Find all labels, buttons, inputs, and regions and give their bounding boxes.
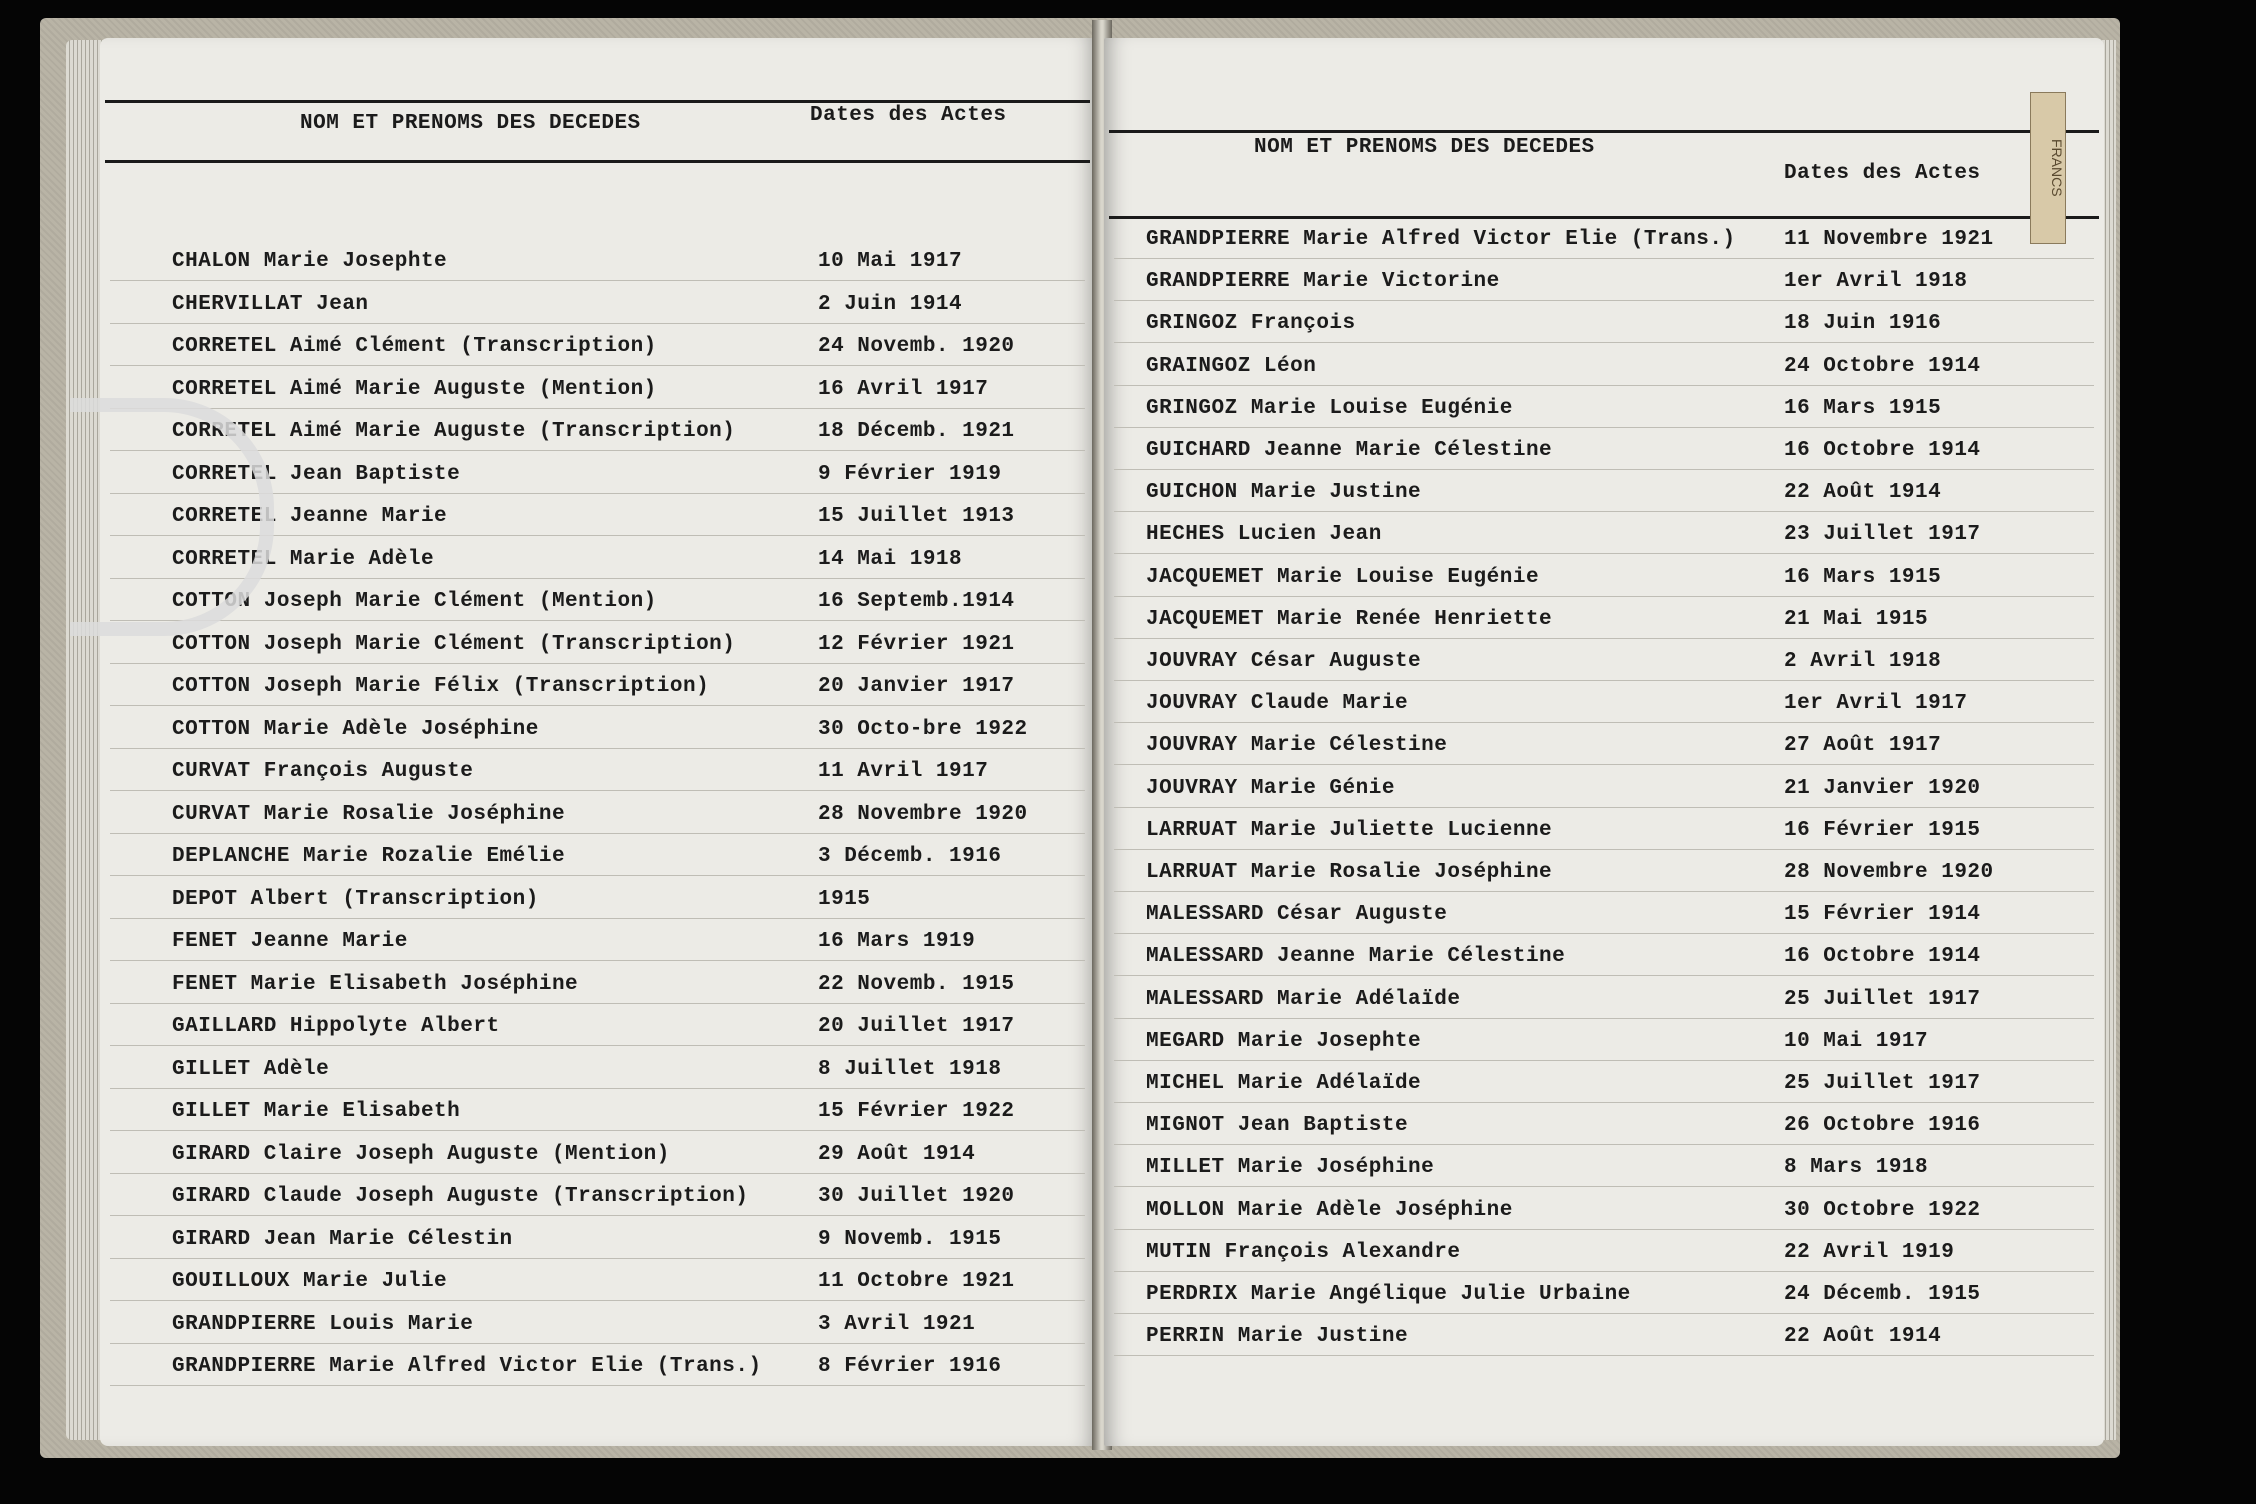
act-date: 25 Juillet 1917 [1784, 987, 1981, 1011]
deceased-name: CHALON Marie Josephte [172, 250, 448, 273]
deceased-name: GIRARD Claude Joseph Auguste (Transcription) [172, 1185, 749, 1208]
row-rule [110, 1045, 1085, 1046]
act-date: 22 Août 1914 [1784, 1325, 1942, 1349]
row-rule [1114, 764, 2094, 765]
row-rule [1114, 1018, 2094, 1019]
page-edges-left [66, 40, 104, 1440]
act-date: 1915 [818, 887, 871, 911]
row-rule [1114, 596, 2094, 597]
row-rule [1114, 1229, 2094, 1230]
header-bottom-rule [105, 160, 1090, 163]
deceased-name: HECHES Lucien Jean [1146, 523, 1382, 547]
binder-clip [70, 398, 274, 636]
act-date: 16 Février 1915 [1784, 818, 1981, 842]
right-page [1104, 38, 2104, 1446]
act-date: 11 Octobre 1921 [818, 1270, 1015, 1293]
act-date: 3 Décemb. 1916 [818, 845, 1002, 868]
act-date: 30 Octobre 1922 [1784, 1198, 1981, 1222]
row-rule [1114, 849, 2094, 850]
act-date: 15 Février 1914 [1784, 903, 1981, 927]
deceased-name: CORRETEL Aimé Clément (Transcription) [172, 335, 657, 358]
row-rule [1114, 553, 2094, 554]
act-date: 23 Juillet 1917 [1784, 523, 1981, 547]
row-rule [110, 1385, 1085, 1386]
act-date: 9 Novemb. 1915 [818, 1227, 1002, 1251]
row-rule [110, 1300, 1085, 1301]
deceased-name: COTTON Joseph Marie Félix (Transcription) [172, 675, 710, 698]
deceased-name: DEPOT Albert (Transcription) [172, 887, 539, 911]
deceased-name: MALESSARD Marie Adélaïde [1146, 987, 1461, 1011]
act-date: 9 Février 1919 [818, 462, 1002, 486]
deceased-name: CORRETEL Jean Baptiste [172, 462, 461, 486]
row-rule [1114, 891, 2094, 892]
header-top-rule [1109, 130, 2099, 133]
row-rule [1114, 638, 2094, 639]
act-date: 28 Novembre 1920 [818, 802, 1028, 826]
deceased-name: GIRARD Claire Joseph Auguste (Mention) [172, 1142, 670, 1166]
row-rule [1114, 300, 2094, 301]
act-date: 16 Mars 1915 [1784, 396, 1942, 420]
deceased-name: JACQUEMET Marie Renée Henriette [1146, 607, 1553, 631]
row-rule [110, 280, 1085, 281]
deceased-name: GRAINGOZ Léon [1146, 354, 1317, 378]
act-date: 16 Octobre 1914 [1784, 945, 1981, 969]
deceased-name: GRANDPIERRE Marie Victorine [1146, 270, 1500, 294]
row-rule [110, 365, 1085, 366]
act-date: 26 Octobre 1916 [1784, 1114, 1981, 1138]
act-date: 14 Mai 1918 [818, 547, 963, 571]
act-date: 16 Mars 1919 [818, 930, 976, 953]
deceased-name: CURVAT Marie Rosalie Joséphine [172, 802, 566, 826]
deceased-name: GRINGOZ François [1146, 312, 1356, 336]
row-rule [110, 705, 1085, 706]
act-date: 28 Novembre 1920 [1784, 861, 1994, 884]
row-rule [110, 323, 1085, 324]
act-date: 18 Juin 1916 [1784, 312, 1942, 336]
act-date: 3 Avril 1921 [818, 1312, 976, 1336]
deceased-name: CORRETEL Aimé Marie Auguste (Transcription) [172, 420, 736, 443]
deceased-name: MEGARD Marie Josephte [1146, 1029, 1422, 1053]
stamp-label: FRANCS [2049, 139, 2065, 197]
act-date: 22 Novemb. 1915 [818, 972, 1015, 996]
act-date: 30 Octo-bre 1922 [818, 717, 1028, 741]
row-rule [110, 1258, 1085, 1259]
act-date: 24 Décemb. 1915 [1784, 1283, 1981, 1306]
deceased-name: FENET Jeanne Marie [172, 930, 408, 953]
deceased-name: GILLET Adèle [172, 1057, 330, 1081]
row-rule [1114, 975, 2094, 976]
row-rule [1114, 427, 2094, 428]
act-date: 16 Mars 1915 [1784, 565, 1942, 589]
act-date: 1er Avril 1918 [1784, 270, 1968, 294]
act-date: 11 Novembre 1921 [1784, 228, 1994, 251]
header-bottom-rule [1109, 216, 2099, 219]
act-date: 21 Janvier 1920 [1784, 776, 1981, 800]
act-date: 10 Mai 1917 [818, 250, 963, 273]
row-rule [110, 790, 1085, 791]
act-date: 16 Septemb.1914 [818, 590, 1015, 613]
row-rule [110, 918, 1085, 919]
deceased-name: GUICHON Marie Justine [1146, 481, 1422, 505]
row-rule [110, 875, 1085, 876]
row-rule [1114, 1060, 2094, 1061]
row-rule [1114, 1186, 2094, 1187]
deceased-name: MICHEL Marie Adélaïde [1146, 1072, 1422, 1095]
deceased-name: LARRUAT Marie Rosalie Joséphine [1146, 861, 1553, 884]
act-date: 20 Janvier 1917 [818, 675, 1015, 698]
act-date: 15 Juillet 1913 [818, 505, 1015, 528]
act-date: 24 Novemb. 1920 [818, 335, 1015, 358]
header-date-column: Dates des Actes [1784, 162, 1981, 185]
act-date: 27 Août 1917 [1784, 734, 1942, 758]
row-rule [1114, 722, 2094, 723]
deceased-name: PERRIN Marie Justine [1146, 1325, 1409, 1349]
deceased-name: COTTON Marie Adèle Joséphine [172, 717, 539, 741]
deceased-name: GRANDPIERRE Marie Alfred Victor Elie (Trans.) [172, 1355, 762, 1378]
deceased-name: MALESSARD Jeanne Marie Célestine [1146, 945, 1566, 969]
act-date: 10 Mai 1917 [1784, 1029, 1929, 1053]
act-date: 2 Avril 1918 [1784, 650, 1942, 673]
deceased-name: GRANDPIERRE Louis Marie [172, 1312, 474, 1336]
row-rule [1114, 1102, 2094, 1103]
deceased-name: DEPLANCHE Marie Rozalie Emélie [172, 845, 566, 868]
deceased-name: JACQUEMET Marie Louise Eugénie [1146, 565, 1540, 589]
left-page [100, 38, 1096, 1446]
row-rule [110, 1343, 1085, 1344]
deceased-name: GILLET Marie Elisabeth [172, 1100, 461, 1123]
act-date: 24 Octobre 1914 [1784, 354, 1981, 378]
row-rule [1114, 1355, 2094, 1356]
row-rule [1114, 385, 2094, 386]
header-top-rule [105, 100, 1090, 103]
act-date: 29 Août 1914 [818, 1142, 976, 1166]
act-date: 21 Mai 1915 [1784, 607, 1929, 631]
row-rule [110, 1003, 1085, 1004]
deceased-name: GIRARD Jean Marie Célestin [172, 1227, 513, 1251]
deceased-name: MILLET Marie Joséphine [1146, 1156, 1435, 1180]
deceased-name: JOUVRAY César Auguste [1146, 650, 1422, 673]
row-rule [1114, 807, 2094, 808]
deceased-name: JOUVRAY Marie Célestine [1146, 734, 1448, 758]
deceased-name: CORRETEL Aimé Marie Auguste (Mention) [172, 377, 657, 401]
deceased-name: GRANDPIERRE Marie Alfred Victor Elie (Trans.) [1146, 228, 1736, 251]
deceased-name: CORRETEL Jeanne Marie [172, 505, 448, 528]
row-rule [110, 1130, 1085, 1131]
deceased-name: MALESSARD César Auguste [1146, 903, 1448, 927]
act-date: 22 Avril 1919 [1784, 1240, 1955, 1264]
act-date: 16 Avril 1917 [818, 377, 989, 401]
deceased-name: MOLLON Marie Adèle Joséphine [1146, 1198, 1513, 1222]
row-rule [1114, 1271, 2094, 1272]
deceased-name: COTTON Joseph Marie Clément (Mention) [172, 590, 657, 613]
deceased-name: COTTON Joseph Marie Clément (Transcription) [172, 632, 736, 656]
header-name-column: NOM ET PRENOMS DES DECEDES [1254, 136, 1595, 159]
row-rule [1114, 511, 2094, 512]
act-date: 18 Décemb. 1921 [818, 420, 1015, 443]
act-date: 1er Avril 1917 [1784, 692, 1968, 716]
deceased-name: CURVAT François Auguste [172, 760, 474, 783]
deceased-name: LARRUAT Marie Juliette Lucienne [1146, 818, 1553, 842]
deceased-name: GAILLARD Hippolyte Albert [172, 1015, 500, 1038]
act-date: 8 Mars 1918 [1784, 1156, 1929, 1180]
deceased-name: GOUILLOUX Marie Julie [172, 1270, 448, 1293]
deceased-name: GUICHARD Jeanne Marie Célestine [1146, 439, 1553, 462]
deceased-name: MIGNOT Jean Baptiste [1146, 1114, 1409, 1138]
row-rule [1114, 258, 2094, 259]
act-date: 11 Avril 1917 [818, 760, 989, 783]
act-date: 16 Octobre 1914 [1784, 439, 1981, 462]
row-rule [110, 960, 1085, 961]
row-rule [110, 1088, 1085, 1089]
act-date: 12 Février 1921 [818, 632, 1015, 656]
row-rule [1114, 680, 2094, 681]
deceased-name: JOUVRAY Marie Génie [1146, 776, 1395, 800]
deceased-name: PERDRIX Marie Angélique Julie Urbaine [1146, 1283, 1631, 1306]
revenue-stamp [2030, 92, 2066, 244]
row-rule [110, 1215, 1085, 1216]
row-rule [110, 1173, 1085, 1174]
row-rule [110, 748, 1085, 749]
act-date: 22 Août 1914 [1784, 481, 1942, 505]
row-rule [110, 663, 1085, 664]
act-date: 15 Février 1922 [818, 1100, 1015, 1123]
row-rule [1114, 933, 2094, 934]
act-date: 20 Juillet 1917 [818, 1015, 1015, 1038]
deceased-name: MUTIN François Alexandre [1146, 1240, 1461, 1264]
row-rule [110, 620, 1085, 621]
deceased-name: FENET Marie Elisabeth Joséphine [172, 972, 579, 996]
row-rule [110, 833, 1085, 834]
act-date: 2 Juin 1914 [818, 292, 963, 316]
header-name-column: NOM ET PRENOMS DES DECEDES [300, 112, 641, 135]
act-date: 8 Février 1916 [818, 1355, 1002, 1378]
deceased-name: JOUVRAY Claude Marie [1146, 692, 1409, 716]
deceased-name: CHERVILLAT Jean [172, 292, 369, 316]
row-rule [110, 408, 1085, 409]
header-date-column: Dates des Actes [810, 104, 1007, 127]
deceased-name: GRINGOZ Marie Louise Eugénie [1146, 396, 1513, 420]
deceased-name: CORRETEL Marie Adèle [172, 547, 435, 571]
row-rule [1114, 469, 2094, 470]
row-rule [1114, 1313, 2094, 1314]
act-date: 8 Juillet 1918 [818, 1057, 1002, 1081]
act-date: 25 Juillet 1917 [1784, 1072, 1981, 1095]
row-rule [1114, 342, 2094, 343]
row-rule [1114, 1144, 2094, 1145]
act-date: 30 Juillet 1920 [818, 1185, 1015, 1208]
